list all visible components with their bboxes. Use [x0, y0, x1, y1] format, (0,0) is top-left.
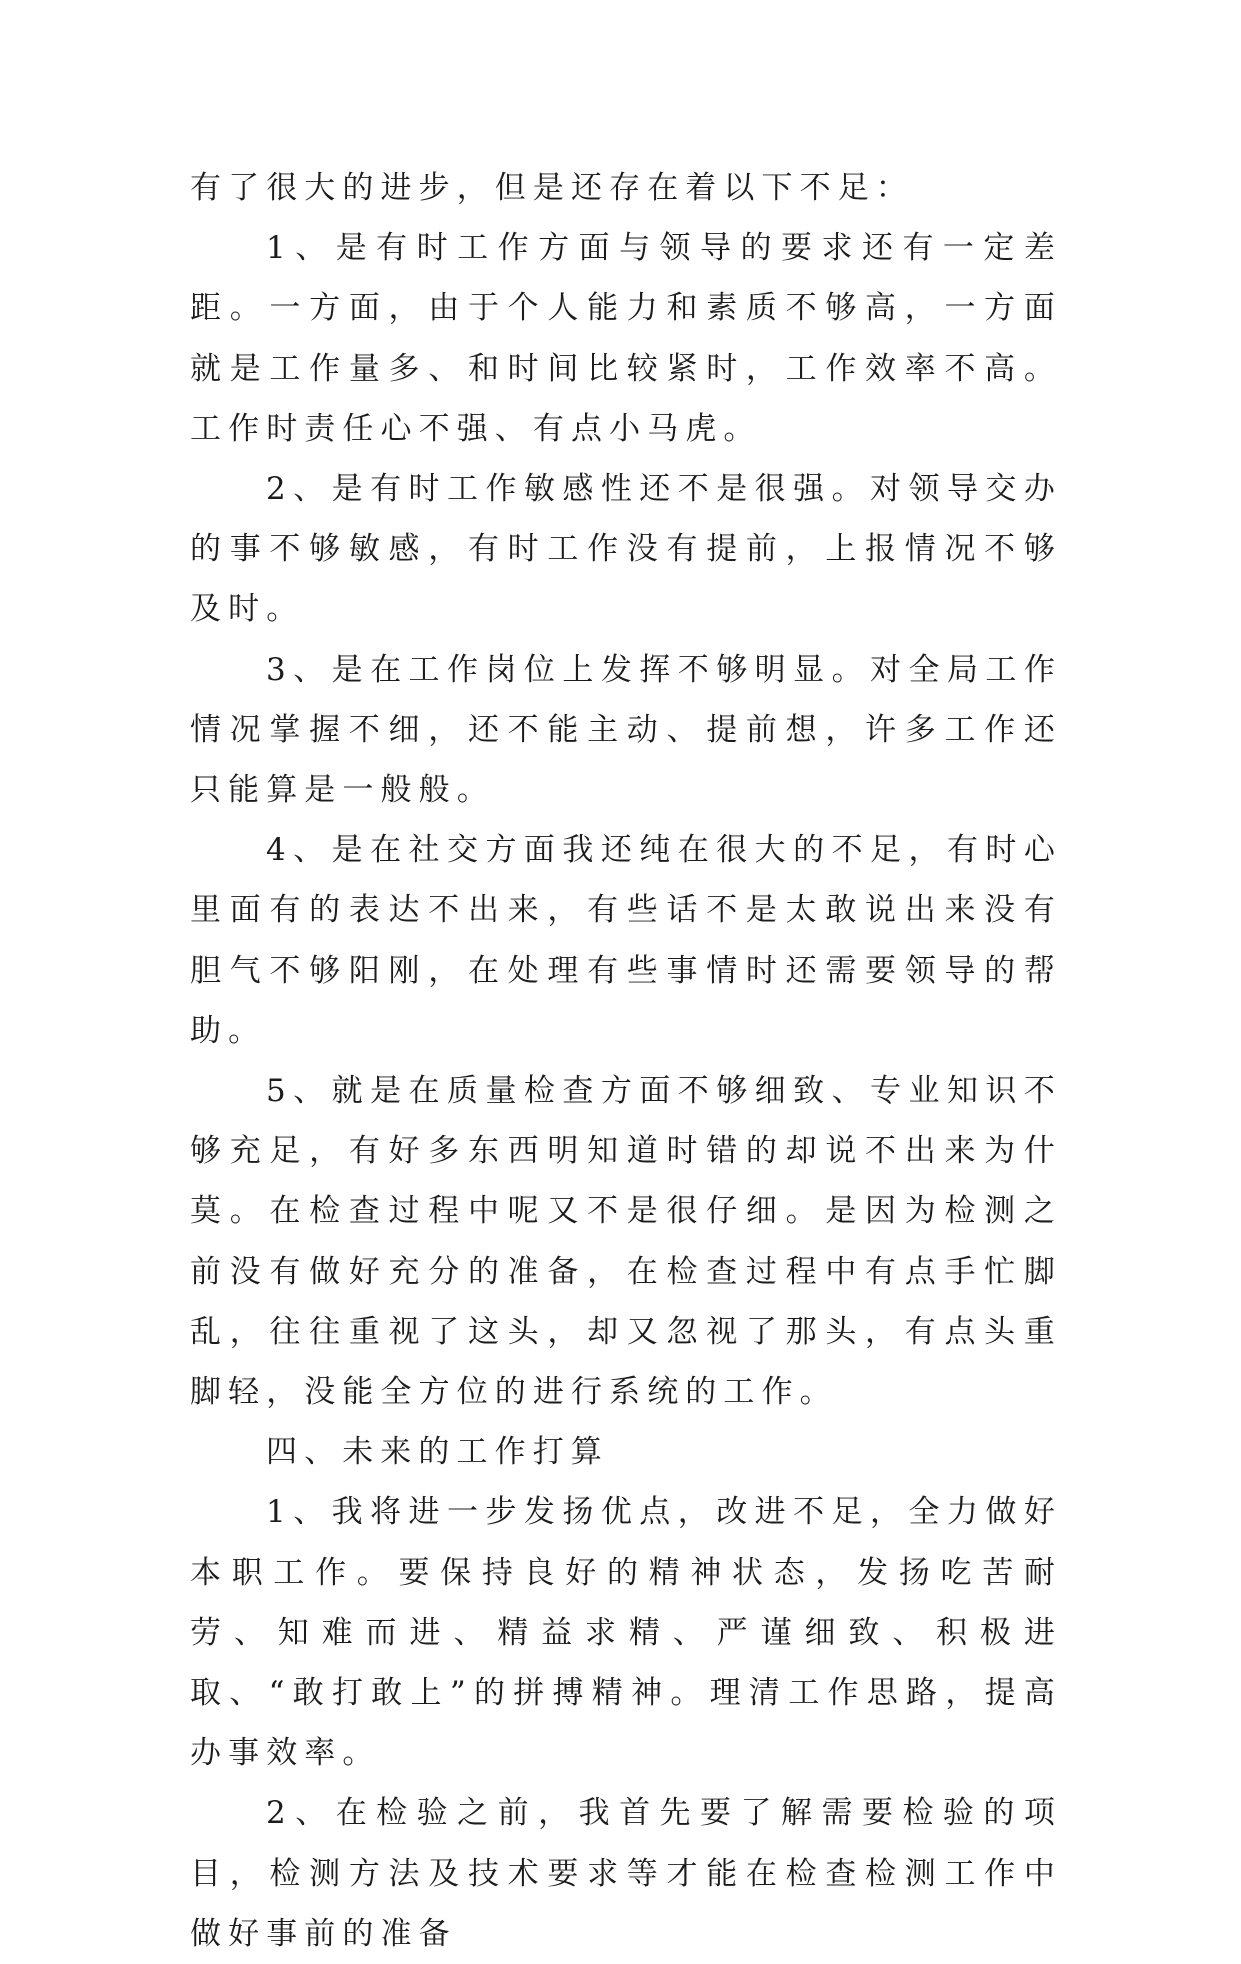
- paragraph-shortcoming-3: 3、是在工作岗位上发挥不够明显。对全局工作情况掌握不细，还不能主动、提前想，许多工作还只能算是一般般。: [190, 651, 1062, 809]
- paragraph-shortcoming-2: 2、是有时工作敏感性还不是很强。对领导交办的事不够敏感，有时工作没有提前，上报情况不够及时。: [190, 471, 1062, 628]
- paragraph-plan-1: 1、我将进一步发扬优点，改进不足，全力做好本职工作。要保持良好的精神状态，发扬吃苦耐劳、知难而进、精益求精、严谨细致、积极进取、“敢打敢上”的拼搏精神。理清工作思路，提高办事效率。: [190, 1494, 1062, 1772]
- paragraph-shortcoming-4: 4、是在社交方面我还纯在很大的不足，有时心里面有的表达不出来，有些话不是太敢说出来没有胆气不够阳刚，在处理有些事情时还需要领导的帮助。: [190, 832, 1062, 1049]
- document-body: [190, 158, 1062, 1964]
- section-heading-future-plans: 四、未来的工作打算: [266, 1434, 609, 1471]
- paragraph-shortcoming-1: 1、是有时工作方面与领导的要求还有一定差距。一方面，由于个人能力和素质不够高，一方面就是工作量多、和时间比较紧时，工作效率不高。工作时责任心不强、有点小马虎。: [190, 230, 1062, 447]
- paragraph-plan-2: 2、在检验之前，我首先要了解需要检验的项目，检测方法及技术要求等才能在检查检测工作中做好事前的准备: [190, 1795, 1062, 1952]
- paragraph-continuation: 有了很大的进步，但是还存在着以下不足：: [190, 170, 914, 206]
- paragraph-shortcoming-5: 5、就是在质量检查方面不够细致、专业知识不够充足，有好多东西明知道时错的却说不出来为什莫。在检查过程中呢又不是很仔细。是因为检测之前没有做好充分的准备，在检查过程中有点手忙脚乱，往往重视了这头，却又忽视了那头，有点头重脚轻，没能全方位的进行系统的工作。: [190, 1073, 1062, 1411]
